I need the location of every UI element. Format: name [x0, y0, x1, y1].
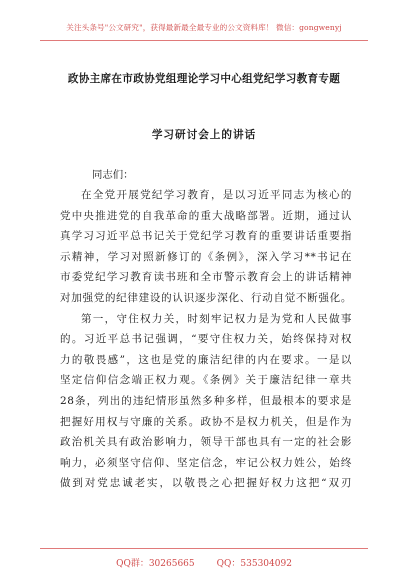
body-line: 真学习习近平总书记关于党纪学习教育的重要讲话重要指 — [60, 230, 352, 243]
body-line: 党中央推进党的自我革命的重大战略部署。近期，通过认 — [60, 209, 352, 222]
body-line: 把握好用权与守廉的关系。政协不是权力机关，但是作为 — [60, 415, 352, 428]
footer-contact — [0, 556, 408, 569]
header-promo-text: 关注头条号"公文研究"，获得最新最全最专业的公文资料库！ 微信：gongwenyj — [66, 23, 342, 32]
body-line: 第一，守住权力关，时刻牢记权力是为党和人民做事 — [81, 312, 352, 325]
body-line: 力的敬畏感”，这也是党的廉洁纪律的内在要求。一是以 — [60, 353, 352, 366]
footer-qq-group: QQ群：30265665 — [116, 559, 195, 569]
footer-divider — [40, 548, 368, 549]
footer-qq: QQ：535304092 — [216, 559, 292, 569]
body-line: 的。习近平总书记强调，“要守住权力关，始终保持对权 — [60, 333, 352, 346]
document-title: 政协主席在市政协党组理论学习中心组党纪学习教育专题 — [67, 73, 341, 85]
header-divider — [40, 40, 368, 41]
document-body — [60, 185, 352, 494]
body-line: 做到对党忠诚老实，以敬畏之心把握好权力这把“双刃 — [60, 477, 352, 490]
body-line: 市委党纪学习教育读书班和全市警示教育会上的讲话精神 — [60, 271, 352, 284]
body-line: 响力，必须坚守信仰、坚定信念，牢记公权力姓公，始终 — [60, 456, 352, 469]
body-line: 对加强党的纪律建设的认识逐步深化、行动自觉不断强化。 — [60, 291, 352, 304]
body-line: 28条，列出的违纪情形虽然多种多样，但最根本的要求是 — [60, 394, 352, 407]
body-line: 坚定信仰信念端正权力观。《条例》关于廉洁纪律一章共 — [60, 374, 352, 387]
body-line: 在全党开展党纪学习教育，是以习近平同志为核心的 — [81, 189, 352, 201]
salutation: 同志们： — [92, 169, 134, 181]
document-subtitle: 学习研讨会上的讲话 — [151, 129, 257, 141]
body-line: 示精神，学习对照新修订的《条例》，深入学习**书记在 — [60, 250, 352, 263]
body-line: 政治机关具有政治影响力，领导干部也具有一定的社会影 — [60, 436, 352, 449]
